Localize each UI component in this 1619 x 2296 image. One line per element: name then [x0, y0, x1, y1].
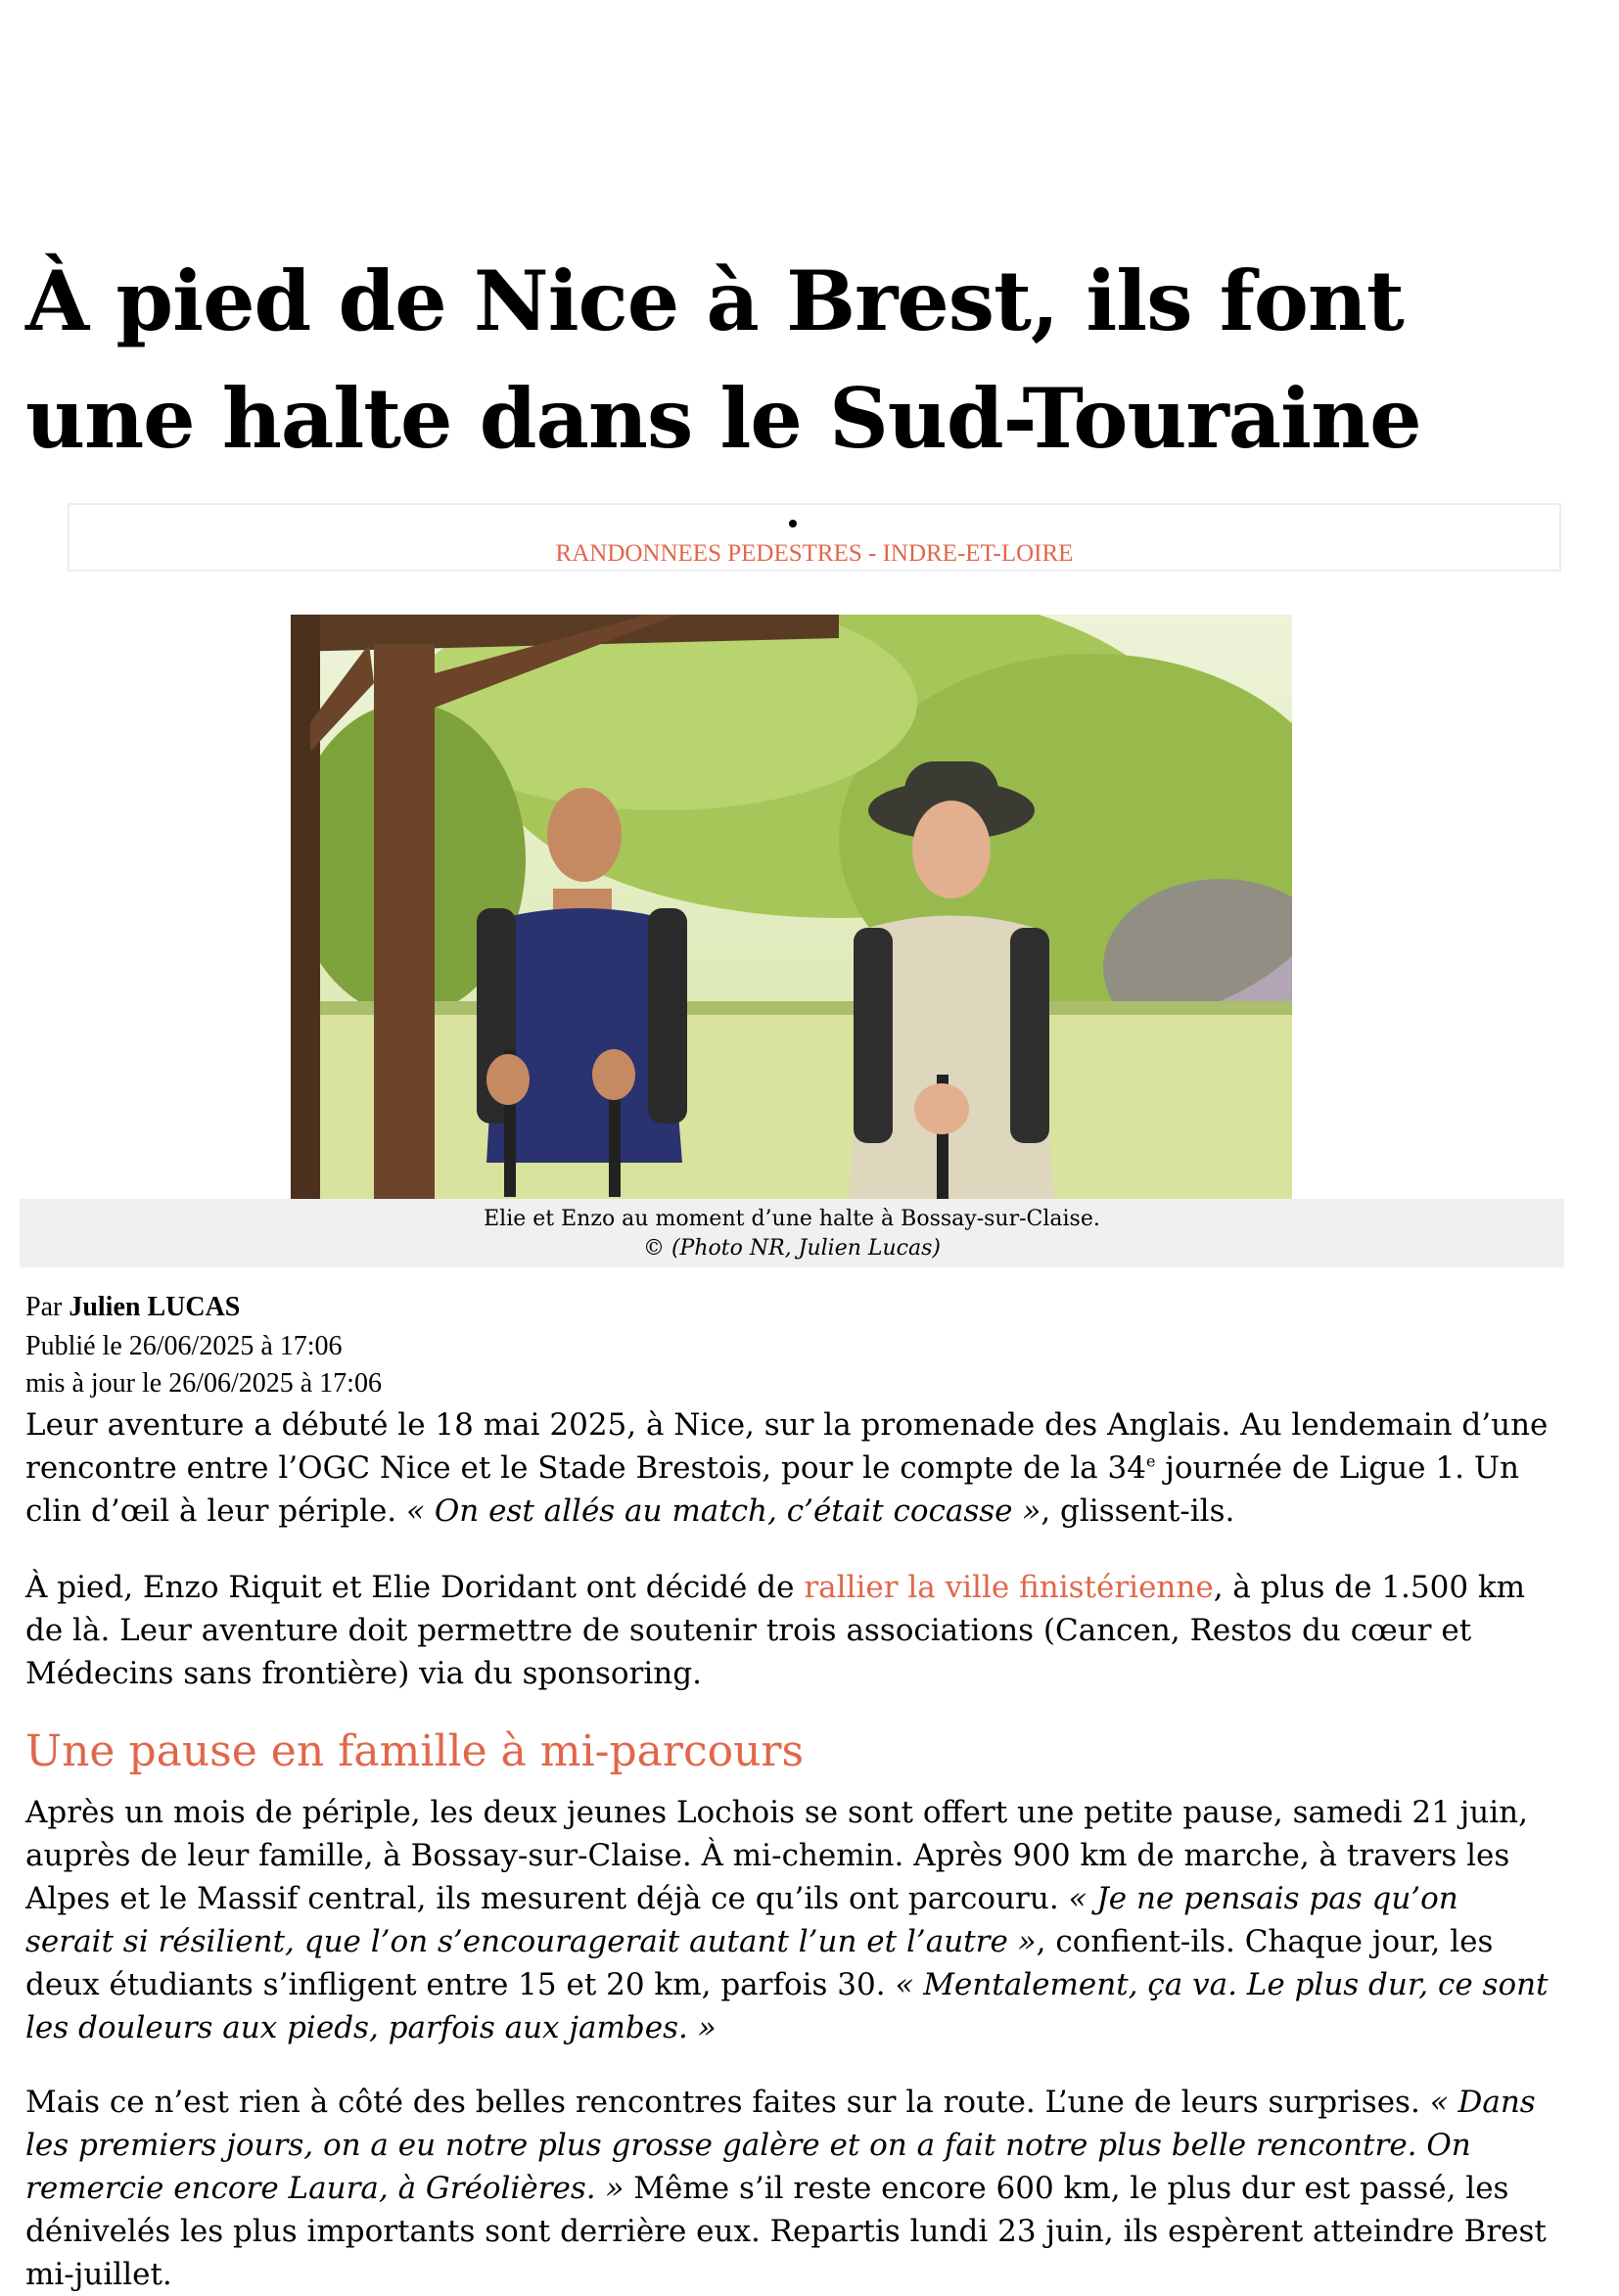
photo-credit: © (Photo NR, Julien Lucas)	[642, 1236, 941, 1261]
quote: « Dans les premiers jours, on a eu notre plus grosse galère et on a fait notre plus belle rencontre. On remercie encore Laura, à Gréolières. »	[25, 2085, 1536, 2206]
article-photo	[291, 615, 1292, 1199]
byline-prefix: Par	[25, 1292, 63, 1322]
byline	[25, 1290, 240, 1325]
article-headline: À pied de Nice à Brest, ils font une halte dans le Sud-Touraine	[25, 253, 1421, 467]
updated-date: mis à jour le 26/06/2025 à 17:06	[25, 1368, 382, 1399]
section-heading: Une pause en famille à mi-parcours	[25, 1726, 805, 1776]
paragraph-text: Même s’il reste encore 600 km, le plus dur est passé, les dénivelés les plus importants sont derrière eux. Repartis lundi 23 juin, ils espèrent atteindre Brest mi-juillet.	[25, 2171, 1547, 2292]
photo-caption-box	[20, 1199, 1564, 1267]
paragraph	[25, 1791, 1552, 2049]
inline-link[interactable]: rallier la ville finistérienne	[804, 1570, 1214, 1605]
paragraph-text: , à plus de 1.500 km de là. Leur aventure doit permettre de soutenir trois associations (Cancen, Restos du cœur et Médecins sans frontière) via du sponsoring.	[25, 1570, 1526, 1691]
quote: « Mentalement, ça va. Le plus dur, ce sont les douleurs aux pieds, parfois aux jambes. »	[25, 1967, 1549, 2045]
superscript: e	[1145, 1451, 1156, 1471]
paragraph	[25, 1403, 1552, 1533]
quote: « On est allés au match, c’était cocasse »	[406, 1493, 1041, 1529]
paragraph	[25, 1566, 1552, 1695]
paragraph-text: , confient-ils. Chaque jour, les deux étudiants s’infligent entre 15 et 20 km, parfois 30.	[25, 1924, 1494, 2002]
photo-caption: Elie et Enzo au moment d’une halte à Bossay-sur-Claise.	[484, 1207, 1100, 1231]
paragraph-text: Leur aventure a débuté le 18 mai 2025, à Nice, sur la promenade des Anglais. Au lendemain d’une rencontre entre l’OGC Nice et le Stade Brestois, pour le compte de la 34	[25, 1407, 1549, 1486]
paragraph-text: journée de Ligue 1. Un clin d’œil à leur périple.	[25, 1450, 1519, 1529]
quote: « Je ne pensais pas qu’on serait si résilient, que l’on s’encouragerait autant l’un et l’autre »	[25, 1881, 1458, 1959]
paragraph-text: Après un mois de périple, les deux jeunes Lochois se sont offert une petite pause, samedi 21 juin, auprès de leur famille, à Bossay-sur-Claise. À mi-chemin. Après 900 km de marche, à travers les Alpes et le Massif central, ils mesurent déjà ce qu’ils ont parcouru.	[25, 1795, 1528, 1916]
paragraph	[25, 2081, 1552, 2296]
category-bullet	[789, 520, 797, 528]
published-date: Publié le 26/06/2025 à 17:06	[25, 1331, 343, 1361]
paragraph-text: Mais ce n’est rien à côté des belles rencontres faites sur la route. L’une de leurs surprises.	[25, 2085, 1430, 2120]
paragraph-text: , glissent-ils.	[1041, 1493, 1235, 1529]
author-name: Julien LUCAS	[69, 1292, 241, 1322]
paragraph-text: À pied, Enzo Riquit et Elie Doridant ont décidé de	[25, 1570, 805, 1605]
category-link[interactable]: RANDONNEES PEDESTRES - INDRE-ET-LOIRE	[555, 540, 1074, 567]
